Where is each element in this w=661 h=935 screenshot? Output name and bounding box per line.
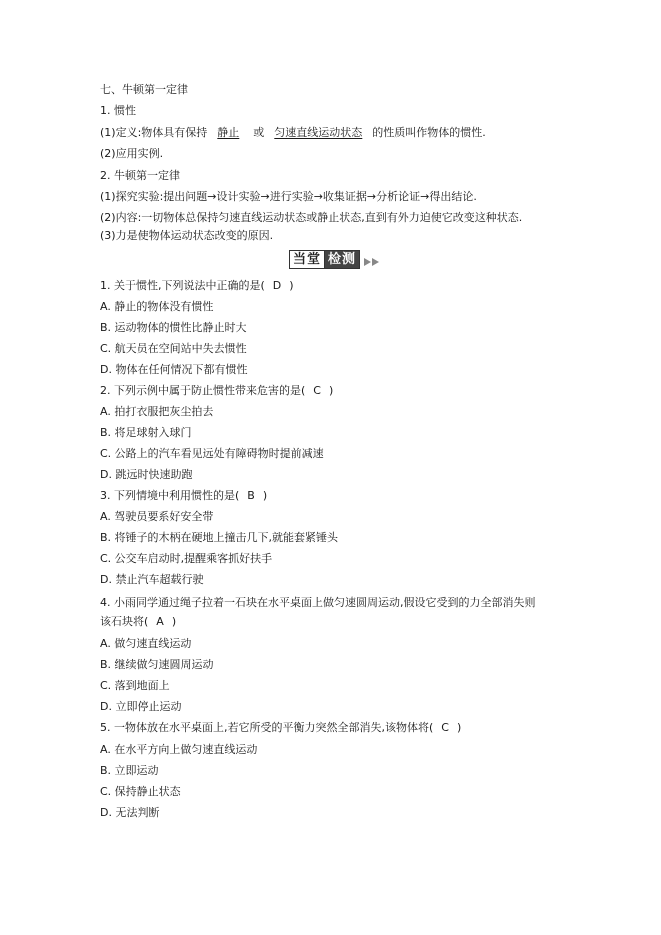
law-meaning: (3)力是使物体运动状态改变的原因.	[100, 229, 274, 242]
question-4-option-b: B. 继续做匀速圆周运动	[100, 658, 214, 671]
question-1-answer: D	[272, 279, 282, 292]
question-5-option-a: A. 在水平方向上做匀速直线运动	[100, 743, 258, 756]
definition-mid: 或	[253, 126, 265, 139]
question-4-stem: 4. 小雨同学通过绳子拉着一石块在水平桌面上做匀速圆周运动,假设它受到的力全部消失则	[100, 596, 536, 609]
definition-blank-2: 匀速直线运动状态	[274, 126, 363, 139]
inertia-application: (2)应用实例.	[100, 147, 164, 160]
question-1-option-b: B. 运动物体的惯性比静止时大	[100, 321, 247, 334]
question-3-option-c: C. 公交车启动时,提醒乘客抓好扶手	[100, 552, 273, 565]
question-1-option-d: D. 物体在任何情况下都有惯性	[100, 363, 248, 376]
double-arrow-icon	[364, 258, 380, 266]
law-experiment: (1)探究实验:提出问题→设计实验→进行实验→收集证据→分析论证→得出结论.	[100, 190, 477, 203]
question-4-option-c: C. 落到地面上	[100, 679, 170, 692]
definition-prefix: (1)定义:物体具有保持	[100, 126, 208, 139]
question-1-option-c: C. 航天员在空间站中失去惯性	[100, 342, 247, 355]
question-3-stem: 3. 下列情境中利用惯性的是( B )	[100, 489, 268, 502]
question-4-option-d: D. 立即停止运动	[100, 700, 182, 713]
in-class-test-banner	[289, 249, 380, 269]
question-2-answer: C	[313, 384, 321, 397]
question-5-option-d: D. 无法判断	[100, 806, 160, 819]
question-2-option-d: D. 跳远时快速助跑	[100, 468, 193, 481]
inertia-definition	[100, 126, 486, 140]
question-4-stem-continued: 该石块将( A )	[100, 615, 177, 628]
definition-blank-1: 静止	[217, 126, 240, 139]
question-1-stem: 1. 关于惯性,下列说法中正确的是( D )	[100, 279, 294, 292]
question-2-option-b: B. 将足球射入球门	[100, 426, 192, 439]
question-2-option-c: C. 公路上的汽车看见远处有障碍物时提前减速	[100, 447, 324, 460]
question-5-stem: 5. 一物体放在水平桌面上,若它所受的平衡力突然全部消失,该物体将( C )	[100, 721, 462, 734]
question-3-option-b: B. 将锤子的木柄在硬地上撞击几下,就能套紧锤头	[100, 531, 339, 544]
question-5-option-c: C. 保持静止状态	[100, 785, 181, 798]
question-4-answer: A	[156, 615, 164, 628]
section-title: 七、牛顿第一定律	[100, 83, 188, 96]
definition-suffix: 的性质叫作物体的惯性.	[372, 126, 486, 139]
question-5-answer: C	[441, 721, 449, 734]
question-3-option-d: D. 禁止汽车超载行驶	[100, 573, 204, 586]
banner-part-1: 当堂	[289, 250, 324, 269]
question-2-option-a: A. 拍打衣服把灰尘拍去	[100, 405, 214, 418]
question-5-option-b: B. 立即运动	[100, 764, 159, 777]
question-1-option-a: A. 静止的物体没有惯性	[100, 300, 214, 313]
question-4-option-a: A. 做匀速直线运动	[100, 637, 192, 650]
question-3-answer: B	[247, 489, 255, 502]
law-heading: 2. 牛顿第一定律	[100, 169, 180, 182]
inertia-heading: 1. 惯性	[100, 104, 136, 117]
law-content: (2)内容:一切物体总保持匀速直线运动状态或静止状态,直到有外力迫使它改变这种状态.	[100, 211, 523, 224]
question-3-option-a: A. 驾驶员要系好安全带	[100, 510, 214, 523]
banner-part-2: 检测	[324, 250, 360, 269]
question-2-stem: 2. 下列示例中属于防止惯性带来危害的是( C )	[100, 384, 334, 397]
